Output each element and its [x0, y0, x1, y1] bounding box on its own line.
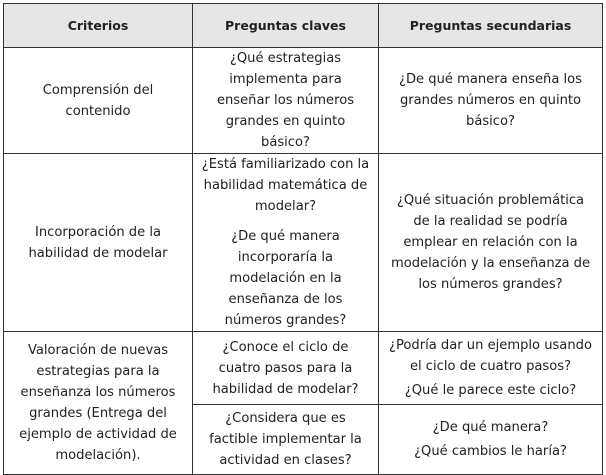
- table-row: [4, 48, 603, 154]
- preguntas-secundarias-cell: [379, 405, 603, 475]
- interview-table: [3, 3, 603, 475]
- criterio-text: Incorporación de la habilidad de modelar: [28, 224, 168, 261]
- pregunta-clave: ¿Conoce el ciclo de cuatro pasos para la habilidad de modelar?: [212, 339, 359, 397]
- preguntas-claves-cell: [193, 332, 379, 405]
- preguntas-claves-cell: [193, 154, 379, 332]
- criterio-cell: [4, 332, 193, 475]
- preguntas-secundarias-cell: [379, 332, 603, 405]
- preguntas-claves-cell: [193, 48, 379, 154]
- preguntas-secundarias-cell: [379, 48, 603, 154]
- header-row: [4, 4, 603, 48]
- header-preguntas-claves: Preguntas claves: [193, 4, 379, 48]
- table-row: [4, 332, 603, 405]
- header-criterios: Criterios: [4, 4, 193, 48]
- pregunta-clave: ¿Está familiarizado con la habilidad matemática de modelar?: [201, 157, 370, 214]
- table-row: [4, 154, 603, 332]
- header-preguntas-secundarias: Preguntas secundarias: [379, 4, 603, 48]
- preguntas-claves-cell: [193, 405, 379, 475]
- pregunta-secundaria: ¿De qué manera?: [432, 420, 549, 435]
- criterio-text: Comprensión del contenido: [42, 82, 154, 119]
- pregunta-secundaria: ¿Qué cambios le haría?: [414, 444, 567, 459]
- pregunta-secundaria: ¿De qué manera enseña los grandes números en quinto básico?: [399, 72, 582, 129]
- criterio-cell: [4, 48, 193, 154]
- pregunta-secundaria: ¿Podría dar un ejemplo usando el ciclo de cuatro pasos?: [389, 338, 592, 374]
- pregunta-clave: ¿Qué estrategias implementa para enseñar los números grandes en quinto básico?: [216, 51, 355, 150]
- pregunta-secundaria: ¿Qué situación problemática de la realidad se podría emplear en relación con la modelación y la enseñanza de los números grandes?: [390, 193, 591, 292]
- pregunta-clave: ¿De qué manera incorporaría la modelación en la enseñanza de los números grandes?: [224, 229, 347, 328]
- preguntas-secundarias-cell: [379, 154, 603, 332]
- criterio-text: Valoración de nuevas estrategias para la enseñanza los números grandes (Entrega del ejemplo de actividad de modelación).: [19, 343, 177, 463]
- criterio-cell: [4, 154, 193, 332]
- pregunta-secundaria: ¿Qué le parece este ciclo?: [404, 383, 577, 398]
- pregunta-clave: ¿Considera que es factible implementar la actividad en clases?: [209, 411, 362, 468]
